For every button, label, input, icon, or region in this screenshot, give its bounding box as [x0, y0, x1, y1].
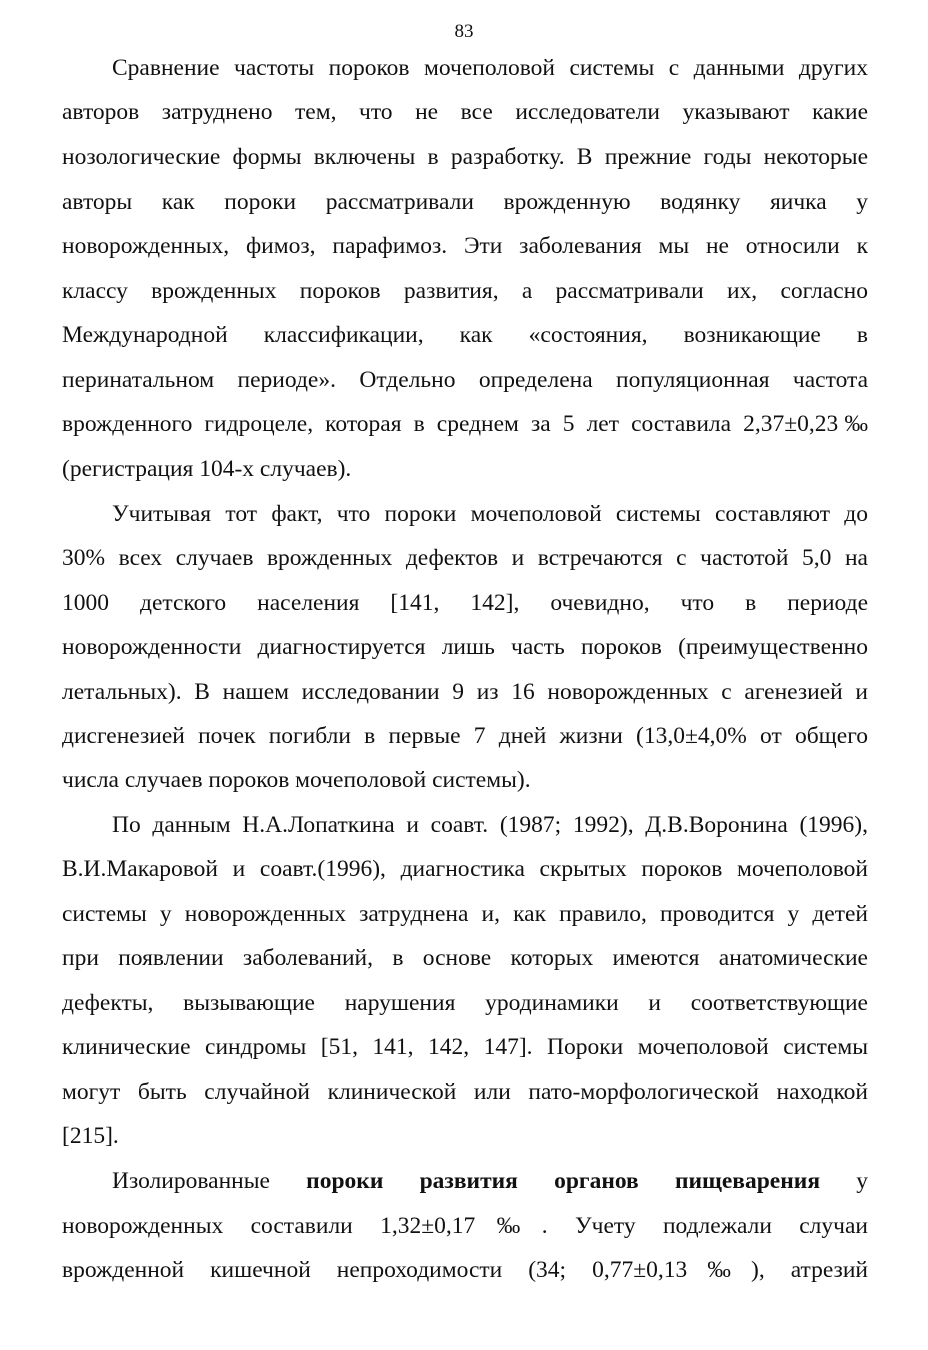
text-line: Учитывая тот факт, что пороки мочеполовой системы составляют до [112, 501, 868, 527]
text-line: классу врожденных пороков развития, а рассматривали их, согласно [62, 278, 868, 304]
text-segment: Изолированные [112, 1168, 307, 1194]
text-line: системы у новорожденных затруднена и, как правило, проводится у детей [62, 901, 868, 927]
text-line: числа случаев пороков мочеполовой системы). [62, 767, 531, 793]
text-line: [215]. [62, 1123, 119, 1149]
text-line: новорожденных составили 1,32±0,17‰. Учету подлежали случаи [62, 1213, 868, 1239]
text-line [112, 1166, 868, 1196]
text-line: В.И.Макаровой и соавт.(1996), диагностика скрытых пороков мочеполовой [62, 856, 868, 882]
text-line: клинические синдромы [51, 141, 142, 147]. Пороки мочеполовой системы [62, 1034, 868, 1060]
text-line: 1000 детского населения [141, 142], очевидно, что в периоде [62, 590, 868, 616]
text-line: врожденного гидроцеле, которая в среднем за 5 лет составила 2,37±0,23‰ [62, 411, 868, 437]
text-line: дисгенезией почек погибли в первые 7 дней жизни (13,0±4,0% от общего [62, 723, 868, 749]
text-line: летальных). В нашем исследовании 9 из 16 новорожденных с агенезией и [62, 679, 868, 705]
text-line: новорожденности диагностируется лишь часть пороков (преимущественно [62, 634, 868, 660]
text-line: Сравнение частоты пороков мочеполовой системы с данными других [112, 55, 868, 81]
text-line: авторы как пороки рассматривали врожденную водянку яичка у [62, 189, 868, 215]
text-line: 30% всех случаев врожденных дефектов и встречаются с частотой 5,0 на [62, 545, 868, 571]
bold-phrase: пороки развития органов пищеварения [306, 1168, 821, 1194]
text-line: авторов затруднено тем, что не все исследователи указывают какие [62, 99, 868, 125]
text-line: при появлении заболеваний, в основе которых имеются анатомические [62, 945, 868, 971]
page-number: 83 [454, 21, 474, 42]
text-line: могут быть случайной клинической или пато-морфологической находкой [62, 1079, 868, 1105]
text-line: дефекты, вызывающие нарушения уродинамики и соответствующие [62, 990, 868, 1016]
text-line: нозологические формы включены в разработку. В прежние годы некоторые [62, 144, 868, 170]
text-line: врожденной кишечной непроходимости (34; 0,77±0,13‰), атрезий [62, 1257, 868, 1283]
text-line: Международной классификации, как «состояния, возникающие в [62, 322, 868, 348]
text-line: новорожденных, фимоз, парафимоз. Эти заболевания мы не относили к [62, 233, 868, 259]
text-line: перинатальном периоде». Отдельно определена популяционная частота [62, 367, 868, 393]
text-segment: у [820, 1168, 868, 1194]
text-line: (регистрация 104-х случаев). [62, 456, 352, 482]
text-line: По данным Н.А.Лопаткина и соавт. (1987; 1992), Д.В.Воронина (1996), [112, 812, 868, 838]
